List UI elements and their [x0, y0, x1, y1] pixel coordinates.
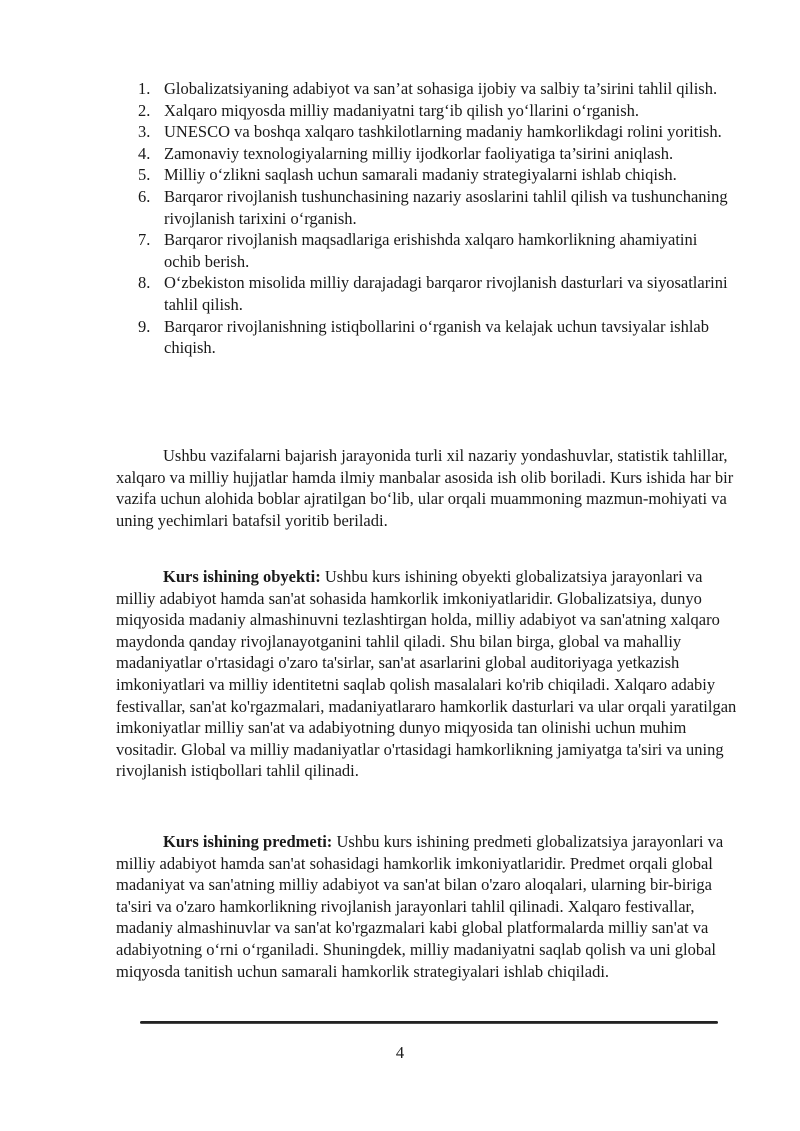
list-item-number: 1.: [138, 79, 151, 98]
list-item-text: Barqaror rivojlanish maqsadlariga erishishda xalqaro hamkorlikning ahamiyatini ochib berish.: [164, 230, 698, 271]
list-item-text: Xalqaro miqyosda milliy madaniyatni targ‘ib qilish yo‘llarini o‘rganish.: [164, 100, 640, 120]
list-item: [138, 164, 738, 186]
list-item: [138, 78, 738, 100]
course-subject-text: Ushbu kurs ishining predmeti globalizatsiya jarayonlari va milliy adabiyot hamda san'at sohasidagi hamkorlik imkoniyatlaridir. Predmet orqali global madaniyat va san'atning milliy adabiyot va san'at bilan o'zaro aloqalari, ularning bir-biriga ta'siri va o'zaro hamkorlikning rivojlanish jarayonlari tahlil qilinadi. Xalqaro festivallar, madaniy almashinuvlar va san'at ko'rgazmalari kabi global platformalarda milliy san'at va adabiyotning o‘rni o‘rganiladi. Shuningdek, milliy madaniyatni saqlab qolish va uni global miqyosda tanitish uchun samarali hamkorlik strategiyalari ishlab chiqiladi.: [116, 832, 724, 981]
intro-paragraph: Ushbu vazifalarni bajarish jarayonida turli xil nazariy yondashuvlar, statistik tahlillar, xalqaro va milliy hujjatlar hamda ilmiy manbalar asosida ish olib boriladi. Kurs ishida har bir vazifa uchun alohida boblar ajratilgan bo‘lib, ular orqali muammoning mazmun-mohiyati va uning yechimlari batafsil yoritib beriladi.: [116, 446, 734, 530]
list-item-text: Barqaror rivojlanish tushunchasining nazariy asoslarini tahlil qilish va tushunchaning rivojlanish tarixini o‘rganish.: [164, 186, 728, 228]
list-item-number: 7.: [138, 230, 151, 250]
course-object-label: Kurs ishining obyekti:: [163, 567, 321, 586]
list-item-number: 2.: [138, 100, 151, 120]
list-item-text: UNESCO va boshqa xalqaro tashkilotlarning madaniy hamkorlikdagi rolini yoritish.: [164, 122, 722, 142]
list-item-text: O‘zbekiston misolida milliy darajadagi barqaror rivojlanish dasturlari va siyosatlarini tahlil qilish.: [164, 273, 728, 314]
course-subject-section: [116, 831, 742, 982]
list-item: [138, 100, 738, 122]
list-item: [138, 229, 738, 272]
list-item-text: Globalizatsiyaning adabiyot va san’at sohasiga ijobiy va salbiy ta’sirini tahlil qilish.: [164, 79, 718, 98]
list-item-number: 6.: [138, 186, 151, 206]
list-item-number: 4.: [138, 143, 151, 163]
course-subject-paragraph: [116, 831, 742, 982]
page-number: 4: [395, 1043, 405, 1062]
list-item: [138, 143, 738, 165]
course-subject-label: Kurs ishining predmeti:: [163, 832, 333, 851]
list-item-text: Milliy o‘zlikni saqlash uchun samarali madaniy strategiyalarni ishlab chiqish.: [164, 165, 677, 185]
list-item: [138, 272, 738, 315]
task-list: [138, 78, 738, 359]
course-object-paragraph: [116, 566, 742, 782]
list-item: [138, 186, 738, 229]
intro-paragraph-block: [116, 445, 742, 531]
list-item-text: Zamonaviy texnologiyalarning milliy ijodkorlar faoliyatiga ta’sirini aniqlash.: [164, 143, 674, 163]
footer-divider: [140, 1021, 718, 1024]
list-item: [138, 316, 738, 359]
list-item: [138, 121, 738, 143]
list-item-number: 8.: [138, 273, 151, 293]
course-object-section: [116, 566, 742, 782]
list-item-text: Barqaror rivojlanishning istiqbollarini o‘rganish va kelajak uchun tavsiyalar ishlab chiqish.: [164, 316, 709, 358]
list-item-number: 3.: [138, 122, 151, 142]
list-item-number: 5.: [138, 165, 151, 185]
course-object-text: Ushbu kurs ishining obyekti globalizatsiya jarayonlari va milliy adabiyot hamda san'at sohasida hamkorlik imkoniyatlaridir. Globalizatsiya, dunyo miqyosida madaniy almashinuvni tezlashtirgan holda, milliy adabiyot va san'atning xalqaro maydonda qanday rivojlanayotganini tahlil qiladi. Shu bilan birga, global va mahalliy madaniyatlar o'rtasidagi o'zaro ta'sirlar, san'at asarlarini global auditoriyaga yetkazish imkoniyatlari va milliy identitetni saqlab qolish masalalari ko'rib chiqiladi. Xalqaro adabiy festivallar, san'at ko'rgazmalari, madaniyatlararo hamkorlik dasturlari va ular orqali yaratilgan imkoniyatlar milliy san'at va adabiyotning dunyo miqyosida tan olinishi uchun muhim vositadir. Global va milliy madaniyatlar o'rtasidagi hamkorlikning jamiyatga ta'siri va uning rivojlanish istiqbollari tahlil qilinadi.: [116, 567, 737, 781]
list-item-number: 9.: [138, 316, 151, 336]
